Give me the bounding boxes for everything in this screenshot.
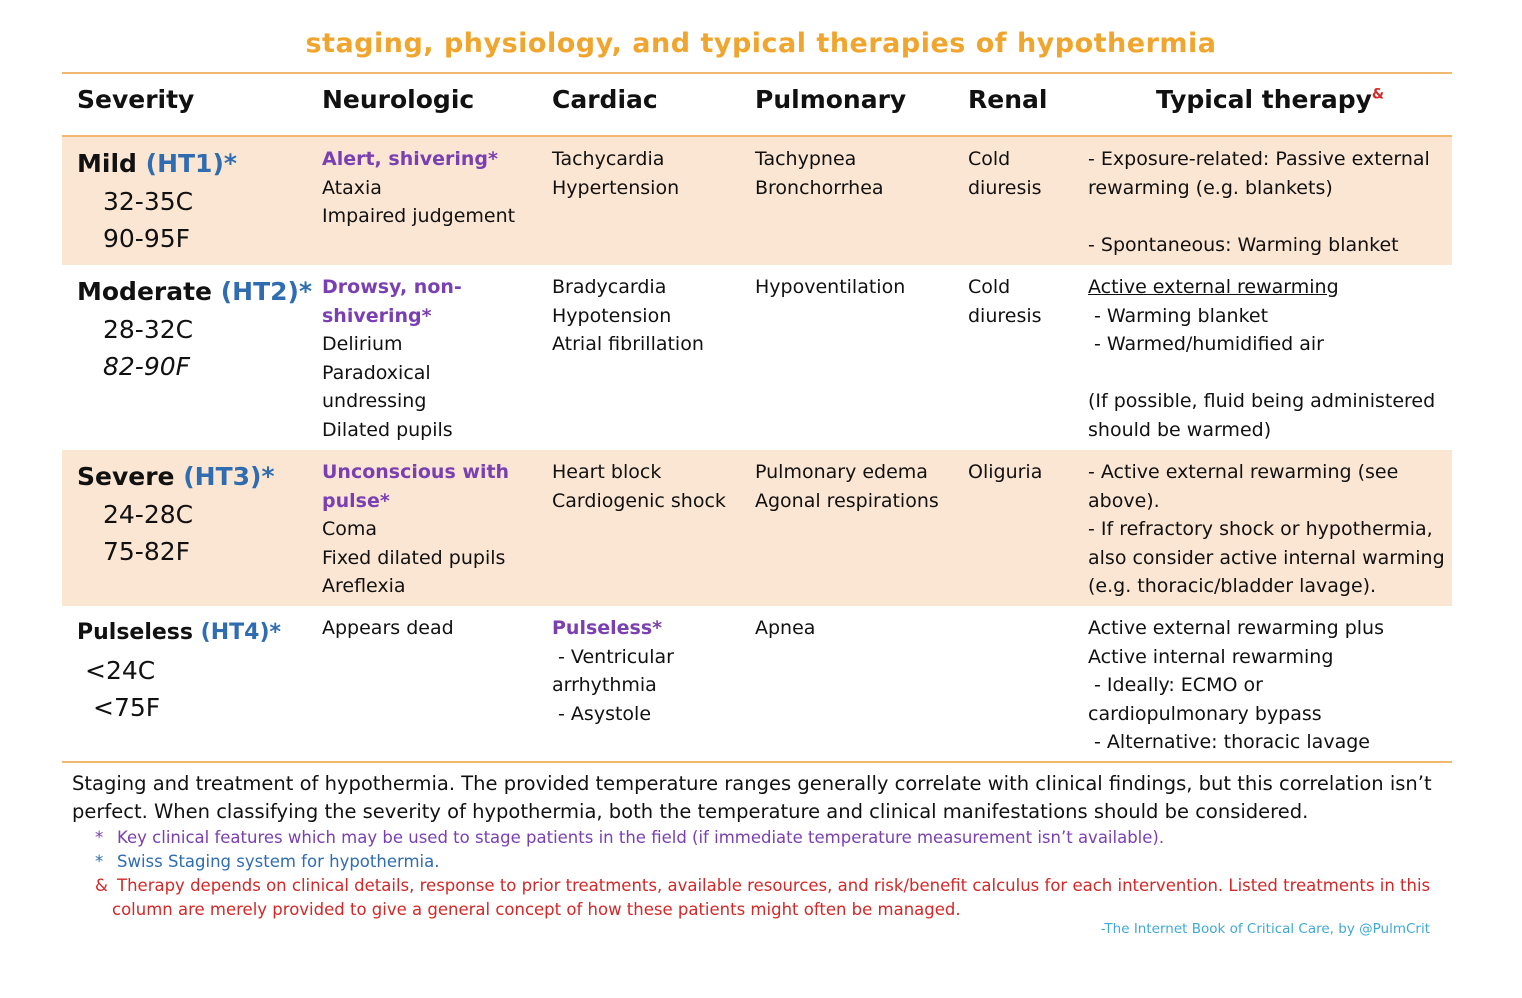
therapy-spacer — [1088, 359, 1435, 388]
neuro-key: Drowsy, non- — [322, 276, 462, 298]
header-therapy-mark: & — [1371, 86, 1385, 103]
neuro-item: Impaired judgement — [322, 205, 516, 227]
cardiac-item: Cardiogenic shock — [552, 489, 726, 512]
caption: Staging and treatment of hypothermia. The provided temperature ranges generally correlate with clinical findings, but this correlation isn’t perfect. When classifying the severity of hypothermia, both the temperature and clinical manifestations should be considered. — [72, 772, 1432, 823]
renal-cell-severe — [968, 458, 1042, 487]
severity-cell-severe — [77, 458, 275, 570]
therapy-item: rewarming (e.g. blankets) — [1088, 176, 1333, 199]
therapy-item: - Spontaneous: Warming blanket — [1088, 233, 1399, 256]
temp-c-pulseless: <24C — [85, 656, 156, 685]
note-mark: * — [95, 828, 104, 847]
note-therapy — [95, 874, 1430, 922]
renal-cell-mild — [968, 145, 1042, 202]
pulmonary-item: Agonal respirations — [755, 489, 939, 512]
therapy-heading: Active external rewarming — [1088, 276, 1339, 298]
severity-label-severe: Severe (HT3)* — [77, 462, 275, 491]
therapy-cell-severe — [1088, 458, 1445, 601]
therapy-item: - Active external rewarming (see — [1088, 461, 1399, 483]
severity-cell-mild — [77, 145, 237, 257]
neuro-item: Paradoxical — [322, 361, 431, 384]
header-renal: Renal — [968, 85, 1048, 114]
neuro-cell-moderate — [322, 273, 462, 444]
neuro-item: Coma — [322, 518, 378, 540]
header-pulmonary: Pulmonary — [755, 85, 907, 114]
therapy-item: - Warming blanket — [1088, 304, 1269, 327]
neuro-cell-mild — [322, 145, 515, 231]
note-swiss-staging — [95, 850, 439, 874]
pulmonary-item: Pulmonary edema — [755, 461, 928, 483]
cardiac-key: Pulseless* — [552, 617, 663, 639]
page-title: staging, physiology, and typical therapies of hypothermia — [305, 28, 1217, 59]
therapy-item: - Exposure-related: Passive external — [1088, 148, 1430, 170]
therapy-item: (e.g. thoracic/bladder lavage). — [1088, 575, 1377, 597]
neuro-key: Alert, shivering* — [322, 148, 498, 170]
temp-f-pulseless: <75F — [93, 693, 161, 722]
temp-c-mild: 32-35C — [103, 187, 194, 216]
temp-f-severe: 75-82F — [103, 537, 191, 566]
cardiac-item: Tachycardia — [552, 148, 665, 170]
temp-f-mild: 90-95F — [103, 224, 191, 253]
note-text: Key clinical features which may be used to stage patients in the field (if immediate temperature measurement isn’t available). — [117, 828, 1165, 847]
therapy-item: Active internal rewarming — [1088, 645, 1334, 668]
therapy-item: (If possible, fluid being administered — [1088, 390, 1436, 412]
renal-item: diuresis — [968, 176, 1042, 199]
therapy-spacer — [1088, 202, 1430, 231]
therapy-item: should be warmed) — [1088, 418, 1272, 441]
therapy-item: - Alternative: thoracic lavage — [1088, 731, 1370, 753]
severity-label-mild: Mild (HT1)* — [77, 149, 237, 178]
pulmonary-cell-pulseless — [755, 614, 815, 643]
therapy-item: - If refractory shock or hypothermia, — [1088, 518, 1433, 540]
pulmonary-item: Apnea — [755, 617, 816, 639]
cardiac-item: Hypertension — [552, 176, 680, 199]
header-neurologic: Neurologic — [322, 85, 475, 114]
cardiac-cell-severe — [552, 458, 726, 515]
note-text: Therapy depends on clinical details, response to prior treatments, available resources, and risk/benefit calculus for each intervention. Listed treatments in this — [117, 876, 1431, 895]
cardiac-cell-moderate — [552, 273, 704, 359]
cardiac-item: Bradycardia — [552, 276, 667, 298]
neuro-item: Areflexia — [322, 575, 406, 597]
neuro-key: pulse* — [322, 489, 390, 512]
therapy-cell-mild — [1088, 145, 1430, 259]
pulmonary-cell-moderate — [755, 273, 905, 302]
neuro-item: Delirium — [322, 333, 403, 355]
cardiac-item: - Asystole — [552, 702, 652, 725]
neuro-item: Ataxia — [322, 176, 382, 199]
header-cardiac: Cardiac — [552, 85, 658, 114]
note-text-continued: column are merely provided to give a general concept of how these patients might often be managed. — [112, 900, 961, 919]
cardiac-item: arrhythmia — [552, 674, 657, 696]
temp-c-moderate: 28-32C — [103, 315, 194, 344]
cardiac-item: - Ventricular — [552, 645, 674, 668]
pulmonary-item: Hypoventilation — [755, 276, 906, 298]
therapy-item: - Warmed/humidified air — [1088, 333, 1324, 355]
header-severity: Severity — [77, 85, 195, 114]
renal-item: Cold — [968, 276, 1011, 298]
renal-item: Cold — [968, 148, 1011, 170]
neuro-item: Appears dead — [322, 617, 454, 639]
bottom-rule — [62, 761, 1452, 763]
severity-label-moderate: Moderate (HT2)* — [77, 277, 313, 306]
therapy-cell-moderate — [1088, 273, 1435, 444]
cardiac-cell-pulseless — [552, 614, 674, 728]
header-therapy — [1156, 85, 1384, 114]
temp-c-severe: 24-28C — [103, 500, 194, 529]
neuro-key: shivering* — [322, 304, 432, 327]
neuro-item: undressing — [322, 390, 427, 412]
neuro-cell-pulseless — [322, 614, 454, 643]
therapy-cell-pulseless — [1088, 614, 1384, 757]
pulmonary-item: Bronchorrhea — [755, 176, 884, 199]
pulmonary-cell-mild — [755, 145, 884, 202]
severity-cell-moderate — [77, 273, 312, 385]
therapy-item: - Ideally: ECMO or — [1088, 674, 1263, 696]
note-mark: * — [95, 852, 104, 871]
renal-item: diuresis — [968, 304, 1042, 327]
cardiac-cell-mild — [552, 145, 679, 202]
cardiac-item: Heart block — [552, 461, 662, 483]
temp-f-moderate: 82-90F — [103, 352, 191, 381]
renal-cell-moderate — [968, 273, 1042, 330]
therapy-item: cardiopulmonary bypass — [1088, 702, 1322, 725]
neuro-item: Dilated pupils — [322, 418, 453, 441]
cardiac-item: Atrial fibrillation — [552, 333, 704, 355]
neuro-cell-severe — [322, 458, 509, 601]
pulmonary-cell-severe — [755, 458, 939, 515]
neuro-item: Fixed dilated pupils — [322, 546, 506, 569]
note-text: Swiss Staging system for hypothermia. — [117, 852, 440, 871]
cardiac-item: Hypotension — [552, 304, 672, 327]
header-therapy-label: Typical therapy — [1156, 85, 1372, 114]
renal-item: Oliguria — [968, 461, 1043, 483]
severity-label-pulseless: Pulseless (HT4)* — [77, 620, 282, 645]
therapy-item: above). — [1088, 489, 1160, 512]
credit: -The Internet Book of Critical Care, by @PulmCrit — [1100, 921, 1430, 937]
top-rule — [62, 72, 1452, 74]
neuro-key: Unconscious with — [322, 461, 510, 483]
pulmonary-item: Tachypnea — [755, 148, 857, 170]
therapy-item: Active external rewarming plus — [1088, 617, 1384, 639]
note-mark: & — [95, 876, 108, 895]
therapy-item: also consider active internal warming — [1088, 546, 1445, 569]
severity-cell-pulseless — [77, 614, 281, 726]
note-key-features — [95, 826, 1164, 850]
